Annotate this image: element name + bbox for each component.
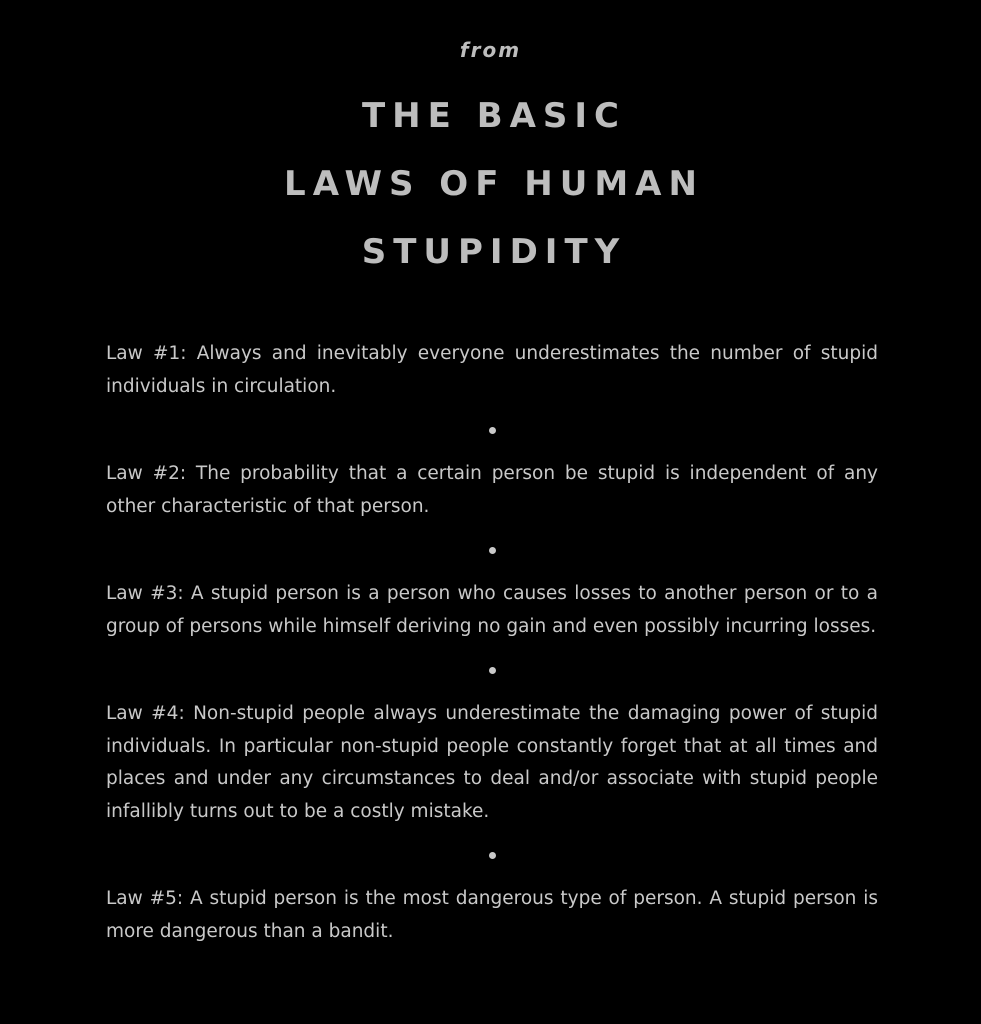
bullet-separator-icon: [489, 667, 496, 674]
from-label: from: [459, 38, 522, 62]
law-5: Law #5: A stupid person is the most dangerous type of person. A stupid person is more dangerous than a bandit.: [106, 888, 878, 942]
bullet-separator-icon: [489, 852, 496, 859]
title-line-2: LAWS OF HUMAN: [284, 164, 704, 204]
law-3: Law #3: A stupid person is a person who causes losses to another person or to a group of persons while himself deriving no gain and even possibly incurring losses.: [106, 583, 878, 637]
separator: [106, 523, 878, 578]
laws-list: [106, 338, 878, 948]
title-line-3: STUPIDITY: [361, 232, 627, 272]
bullet-separator-icon: [489, 427, 496, 434]
separator: [106, 403, 878, 458]
document-title: [0, 82, 981, 286]
separator: [106, 643, 878, 698]
law-4: Law #4: Non-stupid people always underestimate the damaging power of stupid individuals. In particular non-stupid people constantly forget that at all times and places and under any circumstances to deal and/or associate with stupid people infallibly turns out to be a costly mistake.: [106, 703, 878, 822]
law-1: Law #1: Always and inevitably everyone underestimates the number of stupid individuals in circulation.: [106, 343, 878, 397]
title-line-1: THE BASIC: [361, 96, 627, 136]
law-2: Law #2: The probability that a certain person be stupid is independent of any other characteristic of that person.: [106, 463, 878, 517]
separator: [106, 828, 878, 883]
bullet-separator-icon: [489, 547, 496, 554]
